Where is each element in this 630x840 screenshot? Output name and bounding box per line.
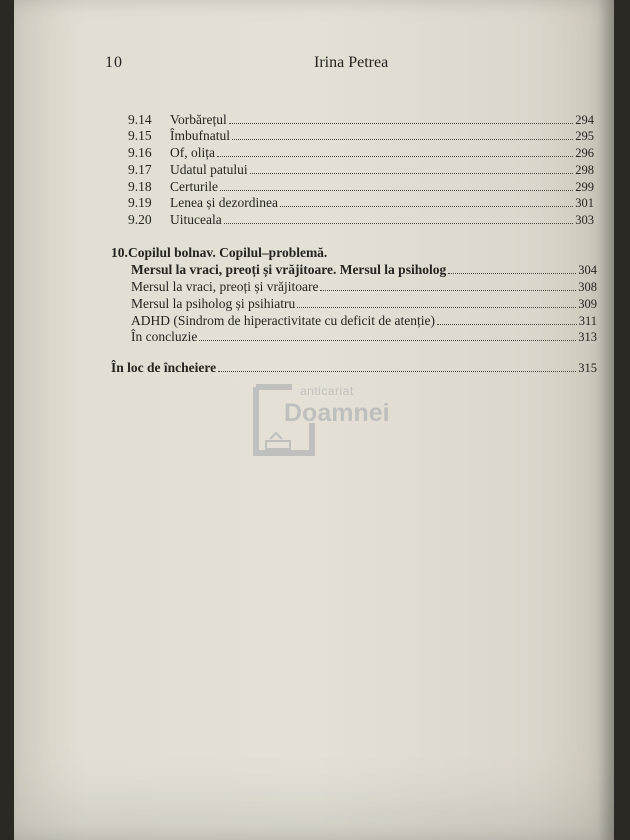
toc-entry-number: 9.17 — [128, 162, 152, 177]
chapter-heading — [111, 244, 594, 261]
toc-entry-page: 315 — [578, 361, 597, 375]
toc-entry-title: Mersul la vraci, preoți și vrăjitoare. Mersul la psiholog — [131, 262, 447, 277]
dot-leader — [218, 371, 576, 372]
toc-entry — [131, 295, 597, 312]
toc-entry-page: 304 — [578, 263, 597, 277]
toc-entry-number: 9.19 — [128, 195, 152, 210]
toc-final-entry — [111, 359, 597, 376]
toc-entry-page: 313 — [578, 330, 597, 344]
running-title: Irina Petrea — [314, 54, 389, 71]
toc-entry-number: 9.16 — [128, 145, 152, 160]
toc-entry-title: Udatul patului — [170, 162, 248, 177]
toc-entry — [128, 144, 594, 161]
dot-leader — [220, 190, 573, 191]
toc-entry-title: Mersul la psiholog și psihiatru — [131, 296, 296, 311]
book-page — [14, 0, 614, 840]
toc-entry — [128, 178, 594, 195]
dot-leader — [280, 206, 573, 207]
toc-entry-page: 294 — [575, 113, 594, 127]
dot-leader — [297, 307, 576, 308]
toc-entry — [128, 161, 594, 178]
page-number: 10 — [105, 54, 123, 71]
toc-entry-page: 296 — [575, 146, 594, 160]
toc-entry-page: 308 — [578, 280, 597, 294]
toc-entry — [128, 211, 594, 228]
toc-entry-title: Certurile — [170, 179, 218, 194]
dot-leader — [250, 173, 574, 174]
watermark-small-text: anticariat — [300, 384, 354, 398]
dot-leader — [232, 139, 573, 140]
watermark — [252, 383, 432, 463]
toc-entry — [128, 194, 594, 211]
toc-entry-title: ADHD (Sindrom de hiperactivitate cu deficit de atenție) — [131, 313, 436, 328]
toc-entry-title: Mersul la vraci, preoți și vrăjitoare — [131, 279, 319, 294]
toc-entry — [131, 328, 597, 345]
chapter-title: Copilul bolnav. Copilul–problemă. — [128, 245, 328, 260]
toc-entry-title: Îmbufnatul — [170, 128, 230, 143]
toc-entry — [128, 127, 594, 144]
toc-entry — [128, 111, 594, 128]
toc-entry-title: Vorbărețul — [170, 112, 227, 127]
toc-entry-page: 301 — [575, 196, 594, 210]
toc-entry — [131, 312, 597, 329]
dot-leader — [199, 340, 576, 341]
toc-entry-number: 9.18 — [128, 179, 152, 194]
toc-entry-title: În loc de încheiere — [111, 360, 217, 375]
toc-entry — [131, 261, 597, 278]
toc-entry — [131, 278, 597, 295]
dot-leader — [320, 290, 576, 291]
toc-entry-title: Uituceala — [170, 212, 222, 227]
chapter-number: 10. — [111, 245, 128, 260]
toc-entry-page: 298 — [575, 163, 594, 177]
dot-leader — [229, 123, 574, 124]
toc-entry-number: 9.14 — [128, 112, 152, 127]
toc-entry-page: 309 — [578, 297, 597, 311]
toc-entry-page: 295 — [575, 129, 594, 143]
toc-entry-page: 299 — [575, 180, 594, 194]
toc-entry-title: În concluzie — [131, 329, 198, 344]
toc-entry-title: Lenea și dezordinea — [170, 195, 278, 210]
watermark-big-text: Doamnei — [284, 399, 390, 427]
dot-leader — [224, 223, 574, 224]
toc-entry-number: 9.20 — [128, 212, 152, 227]
toc-entry-page: 303 — [575, 213, 594, 227]
toc-entry-page: 311 — [578, 314, 597, 328]
toc-entry-title: Of, olița — [170, 145, 215, 160]
toc-entry-number: 9.15 — [128, 128, 152, 143]
dot-leader — [217, 156, 573, 157]
dot-leader — [448, 273, 576, 274]
dot-leader — [437, 324, 577, 325]
